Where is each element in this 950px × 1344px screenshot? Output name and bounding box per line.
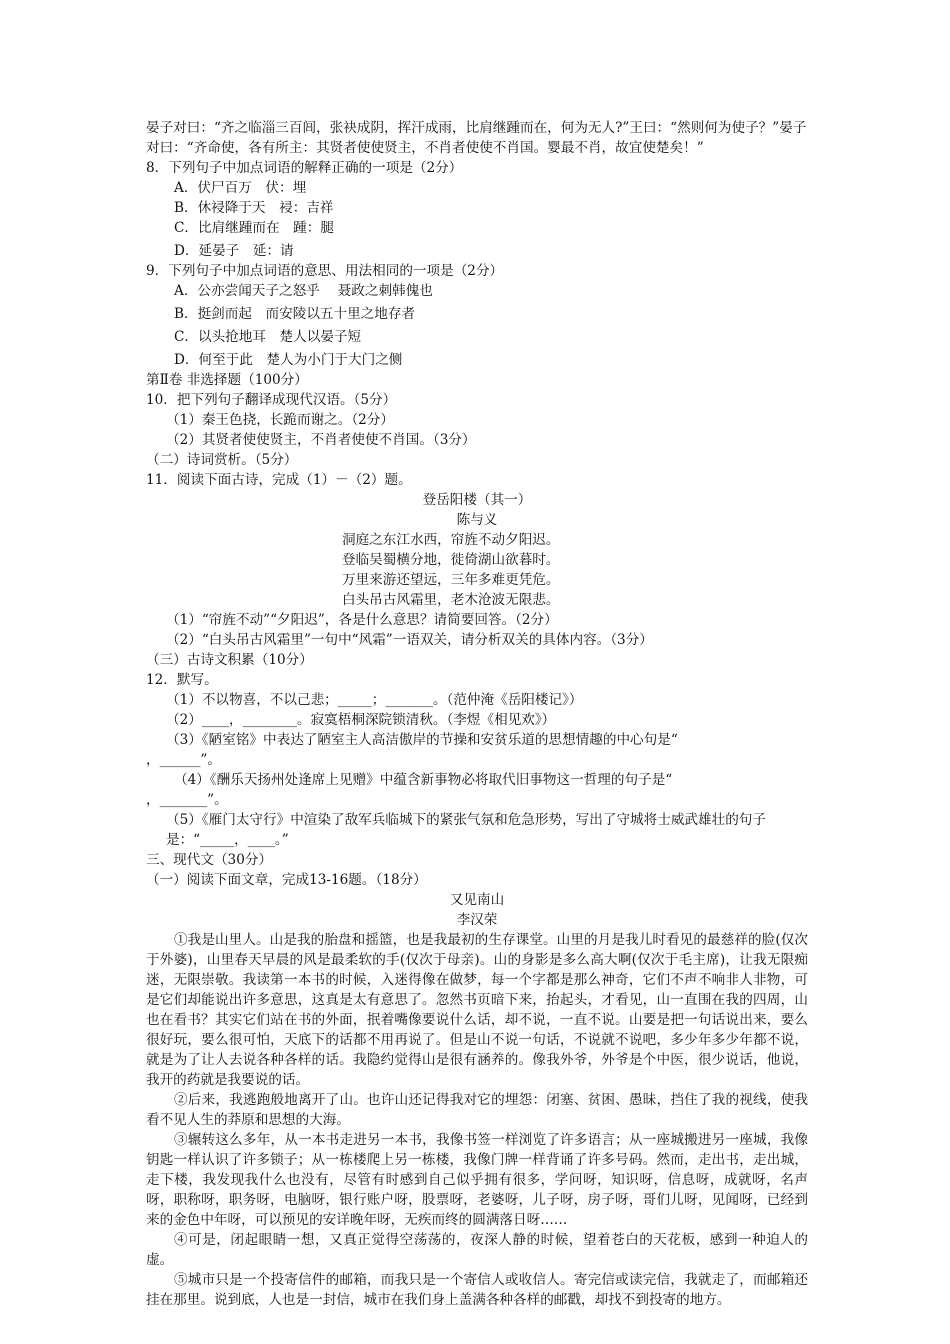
- q9-stem: 9．下列句子中加点词语的意思、用法相同的一项是（2分）: [146, 263, 504, 279]
- section-poem: （二）诗词赏析。（5分）: [146, 452, 298, 468]
- modern-heading: 三、现代文（30分）: [146, 852, 273, 868]
- q11-item-2: （2）“白头吊古风霜里”一句中“风霜”一语双关，请分析双关的具体内容。（3分）: [166, 632, 653, 648]
- article-paragraph-2: ②后来，我逃跑般地离开了山。也许山还记得我对它的埋怨：闭塞、贫困、愚昧，挡住了我的视线，使我看不见人生的莽原和思想的大海。: [146, 1092, 808, 1128]
- poem-title: 登岳阳楼（其一）: [422, 492, 532, 508]
- q12-item-1: （1）不以物喜，不以己悲；_____；_______。（范仲淹《岳阳楼记》）: [166, 692, 583, 708]
- poem-line-3: 万里来游还望远，三年多难更凭危。: [342, 572, 560, 588]
- q10-item-1: （1）秦王色挠，长跪而谢之。（2分）: [166, 412, 394, 428]
- q8-stem: 8．下列句子中加点词语的解释正确的一项是（2分）: [146, 160, 463, 176]
- q8-option-a: A．伏尸百万 伏：埋: [174, 180, 307, 196]
- q12-item-3-cont: ，______”。: [146, 752, 221, 768]
- classical-passage: 晏子对曰：“齐之临淄三百闾，张袂成阴，挥汗成雨，比肩继踵而在，何为无人?”王曰：“然则何为使子？”晏子对曰：“齐命使，各有所主：其贤者使使贤主，不肖者使使不肖国。婴最不肖，故宜使楚矣！”: [146, 120, 807, 156]
- poem-line-2: 登临吴蜀横分地，徙倚湖山欲暮时。: [342, 552, 560, 568]
- q9-option-c: C．以头抢地耳 楚人以晏子短: [174, 329, 362, 345]
- modern-sub: （一）阅读下面文章，完成13-16题。（18分）: [146, 872, 427, 888]
- q9-option-a: A．公亦尝闻天子之怒乎 聂政之刺韩傀也: [174, 283, 433, 299]
- article-paragraph-5: ⑤城市只是一个投寄信件的邮箱，而我只是一个寄信人或收信人。寄完信或读完信，我就走了，而邮箱还挂在那里。说到底，人也是一封信，城市在我们身上盖满各种各样的邮戳，却找不到投寄的地方。: [146, 1272, 808, 1308]
- q11-stem: 11．阅读下面古诗，完成（1）－（2）题。: [146, 472, 412, 488]
- q10-stem: 10．把下列句子翻译成现代汉语。（5分）: [146, 392, 397, 408]
- article-title: 又见南山: [449, 892, 505, 908]
- q12-item-3: （3）《陋室铭》中表达了陋室主人高洁傲岸的节操和安贫乐道的思想情趣的中心句是“: [166, 732, 678, 748]
- q8-option-d: D．延晏子 延：请: [174, 243, 294, 259]
- q12-item-2: （2）____，________。寂寞梧桐深院锁清秋。（李煜《相见欢》）: [166, 712, 556, 728]
- poem-author: 陈与义: [456, 512, 498, 528]
- part2-heading: 第Ⅱ卷 非选择题（100分）: [146, 372, 308, 388]
- article-author: 李汉荣: [456, 912, 498, 928]
- q9-option-d: D．何至于此 楚人为小门于大门之侧: [174, 352, 403, 368]
- poem-line-4: 白头吊古风霜里，老木沧波无限悲。: [342, 592, 560, 608]
- q12-item-4: （4）《酬乐天扬州处逢席上见赠》中蕴含新事物必将取代旧事物这一哲理的句子是“: [174, 772, 673, 788]
- q9-option-b: B．挺剑而起 而安陵以五十里之地存者: [174, 306, 416, 322]
- q10-item-2: （2）其贤者使使贤主，不肖者使使不肖国。（3分）: [166, 432, 476, 448]
- q12-item-4-cont: ，_______”。: [146, 792, 228, 808]
- q12-stem: 12．默写。: [146, 672, 218, 688]
- q12-item-5: （5）《雁门太守行》中渲染了敌军兵临城下的紧张气氛和危急形势，写出了守城将士威武雄壮的句子是：“_____，____。”: [166, 812, 766, 848]
- q11-item-1: （1）“帘旌不动”“夕阳迟”，各是什么意思？请简要回答。（2分）: [166, 612, 558, 628]
- section-accumulation: （三）古诗文积累（10分）: [146, 652, 313, 668]
- article-paragraph-4: ④可是，闭起眼睛一想，又真正觉得空荡荡的，夜深人静的时候，望着苍白的天花板，感到一种迫人的虚。: [146, 1232, 808, 1268]
- poem-line-1: 洞庭之东江水西，帘旌不动夕阳迟。: [342, 532, 560, 548]
- exam-page: [146, 118, 808, 1310]
- q8-option-c: C．比肩继踵而在 踵：腿: [174, 220, 334, 236]
- q8-option-b: B．休祲降于天 祲：吉祥: [174, 200, 334, 216]
- article-paragraph-1: ①我是山里人。山是我的胎盘和摇篮，也是我最初的生存课堂。山里的月是我儿时看见的最慈祥的脸(仅次于外婆)，山里春天早晨的风是最柔软的手(仅次于母亲)。山的身影是多么高大啊(仅次于毛主席)，让我无限痴迷，无限崇敬。我读第一本书的时候，入迷得像在做梦，每一个字都是那么神奇，它们不声不响非人非物，可是它们却能说出许多意思，这真是太有意思了。忽然书页暗下来，抬起头，才看见，山一直围在我的四周，山也在看书？其实它们站在书的外面，抿着嘴像要说什么话，却不说，一直不说。山要是把一句话说出来，要么很好玩，要么很可怕，天底下的话都不用再说了。但是山不说一句话，不说就不说吧，多少年多少年都不说，就是为了让人去说各种各样的话。我隐约觉得山是很有涵养的。像我外爷，外爷是个中医，很少说话，他说，我开的药就是我要说的话。: [146, 932, 808, 1088]
- article-paragraph-3: ③辗转这么多年，从一本书走进另一本书，我像书签一样浏览了许多语言；从一座城搬进另一座城，我像钥匙一样认识了许多锁子；从一栋楼爬上另一栋楼，我像门牌一样背诵了许多号码。然而，走出书，走出城，走下楼，我发现我什么也没有，尽管有时感到自己似乎拥有很多，学问呀，知识呀，信息呀，成就呀，名声呀，职称呀，职务呀，电脑呀，银行账户呀，股票呀，老婆呀，儿子呀，房子呀，哥们儿呀，见闻呀，已经到来的金色中年呀，可以预见的安详晚年呀，无疾而终的圆满落日呀……: [146, 1132, 808, 1228]
